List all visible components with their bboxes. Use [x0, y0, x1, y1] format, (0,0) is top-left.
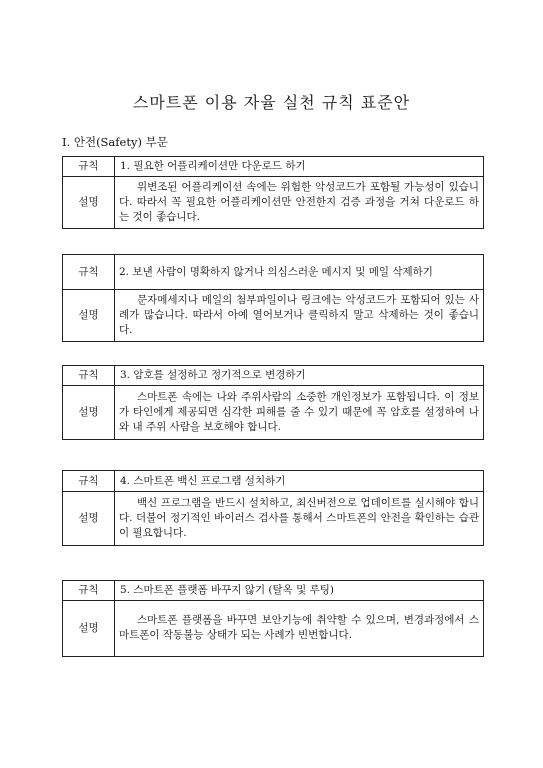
rule-label: 규칙: [63, 366, 115, 386]
description-label: 설명: [63, 601, 115, 657]
rule-label: 규칙: [63, 471, 115, 492]
rule-title: 5. 스마트폰 플랫폼 바꾸지 않기 (탈옥 및 루팅): [115, 581, 484, 601]
description-label: 설명: [63, 492, 115, 546]
rule-table-5: [62, 580, 484, 657]
rule-description: 문자메세지나 메일의 첨부파일이나 링크에는 악성코드가 포함되어 있는 사례가 많습니다. 따라서 아예 열어보거나 클릭하지 말고 삭제하는 것이 좋습니다.: [115, 290, 484, 342]
rule-table-3: [62, 365, 484, 440]
rule-label: 규칙: [63, 157, 115, 177]
description-label: 설명: [63, 290, 115, 342]
rule-title: 3. 암호를 설정하고 정기적으로 변경하기: [115, 366, 484, 386]
rule-title: 1. 필요한 어플리케이션만 다운로드 하기: [115, 157, 484, 177]
description-label: 설명: [63, 386, 115, 440]
rule-title: 2. 보낸 사람이 명확하지 않거나 의심스러운 메시지 및 메일 삭제하기: [115, 255, 484, 290]
rule-description: 스마트폰 속에는 나와 주위사람의 소중한 개인정보가 포함됩니다. 이 정보가 타인에게 제공되면 심각한 피해를 줄 수 있기 때문에 꼭 암호를 설정하여 나와 내 주위 사람을 보호해야 합니다.: [115, 386, 484, 440]
rule-label: 규칙: [63, 255, 115, 290]
description-label: 설명: [63, 177, 115, 229]
rule-label: 규칙: [63, 581, 115, 601]
rule-description: 스마트폰 플랫폼을 바꾸면 보안기능에 취약할 수 있으며, 변경과정에서 스마트폰이 작동불능 상태가 되는 사례가 빈번합니다.: [115, 601, 484, 657]
rule-description: 위변조된 어플리케이션 속에는 위험한 악성코드가 포함될 가능성이 있습니다. 따라서 꼭 필요한 어플리케이션만 안전한지 검증 과정을 거쳐 다운로드 하는 것이 좋습니다.: [115, 177, 484, 229]
rule-table-4: [62, 470, 484, 546]
page-title: 스마트폰 이용 자율 실천 규칙 표준안: [132, 93, 411, 112]
rule-table-1: [62, 156, 484, 229]
rule-description: 백신 프로그램을 반드시 설치하고, 최신버전으로 업데이트를 실시해야 합니다. 더불어 정기적인 바이러스 검사를 통해서 스마트폰의 안전을 확인하는 습관이 필요합니다.: [115, 492, 484, 546]
rule-table-2: [62, 254, 484, 342]
section-heading: Ⅰ. 안전(Safety) 부문: [62, 135, 168, 149]
rule-title: 4. 스마트폰 백신 프로그램 설치하기: [115, 471, 484, 492]
